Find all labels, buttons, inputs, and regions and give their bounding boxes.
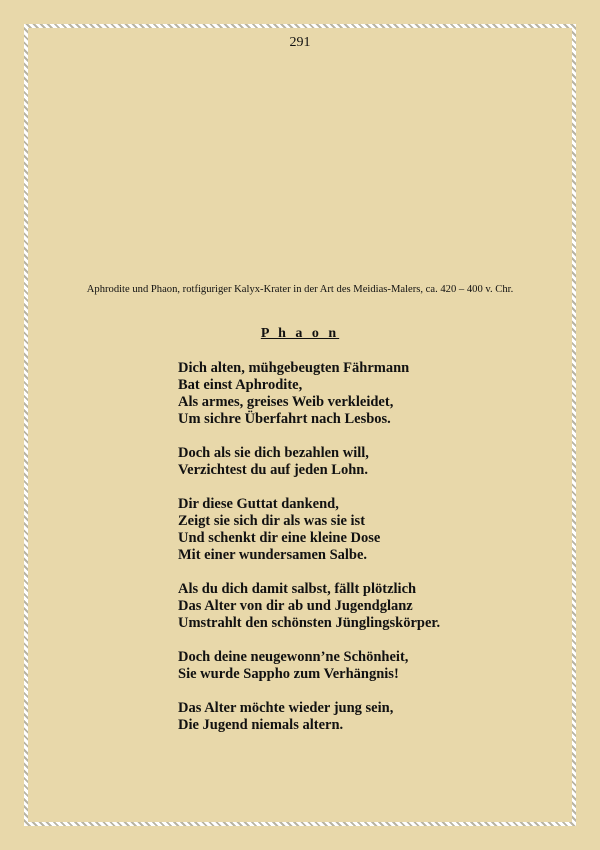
stanza-1 bbox=[178, 360, 558, 428]
image-caption: Aphrodite und Phaon, rotfiguriger Kalyx-Krater in der Art des Meidias-Malers, ca. 420 – 400 v. Chr. bbox=[86, 284, 514, 295]
poem-line: Doch als sie dich bezahlen will, bbox=[178, 445, 369, 461]
poem-line: Das Alter möchte wieder jung sein, bbox=[178, 700, 394, 716]
poem-line: Sie wurde Sappho zum Verhängnis! bbox=[178, 666, 399, 682]
stanza-4 bbox=[178, 581, 558, 632]
poem-line: Mit einer wundersamen Salbe. bbox=[178, 547, 368, 563]
poem-line: Zeigt sie sich dir als was sie ist bbox=[178, 513, 366, 529]
stanza-5 bbox=[178, 649, 558, 683]
poem-line: Verzichtest du auf jeden Lohn. bbox=[178, 462, 368, 478]
poem-line: Die Jugend niemals altern. bbox=[178, 717, 344, 733]
page-number: 291 bbox=[289, 35, 311, 50]
poem-line: Um sichre Überfahrt nach Lesbos. bbox=[178, 411, 391, 427]
poem-line: Dir diese Guttat dankend, bbox=[178, 496, 339, 512]
poem-line: Dich alten, mühgebeugten Fährmann bbox=[178, 360, 410, 376]
poem-title: P h a o n bbox=[260, 326, 340, 341]
stanza-6 bbox=[178, 700, 558, 734]
poem-line: Und schenkt dir eine kleine Dose bbox=[178, 530, 381, 546]
poem-line: Umstrahlt den schönsten Jünglingskörper. bbox=[178, 615, 441, 631]
poem-line: Das Alter von dir ab und Jugendglanz bbox=[178, 598, 413, 614]
poem-body bbox=[178, 360, 558, 751]
poem-line: Bat einst Aphrodite, bbox=[178, 377, 303, 393]
stanza-3 bbox=[178, 496, 558, 564]
stanza-2 bbox=[178, 445, 558, 479]
poem-line: Als du dich damit salbst, fällt plötzlich bbox=[178, 581, 417, 597]
poem-line: Doch deine neugewonn’ne Schönheit, bbox=[178, 649, 409, 665]
poem-line: Als armes, greises Weib verkleidet, bbox=[178, 394, 394, 410]
